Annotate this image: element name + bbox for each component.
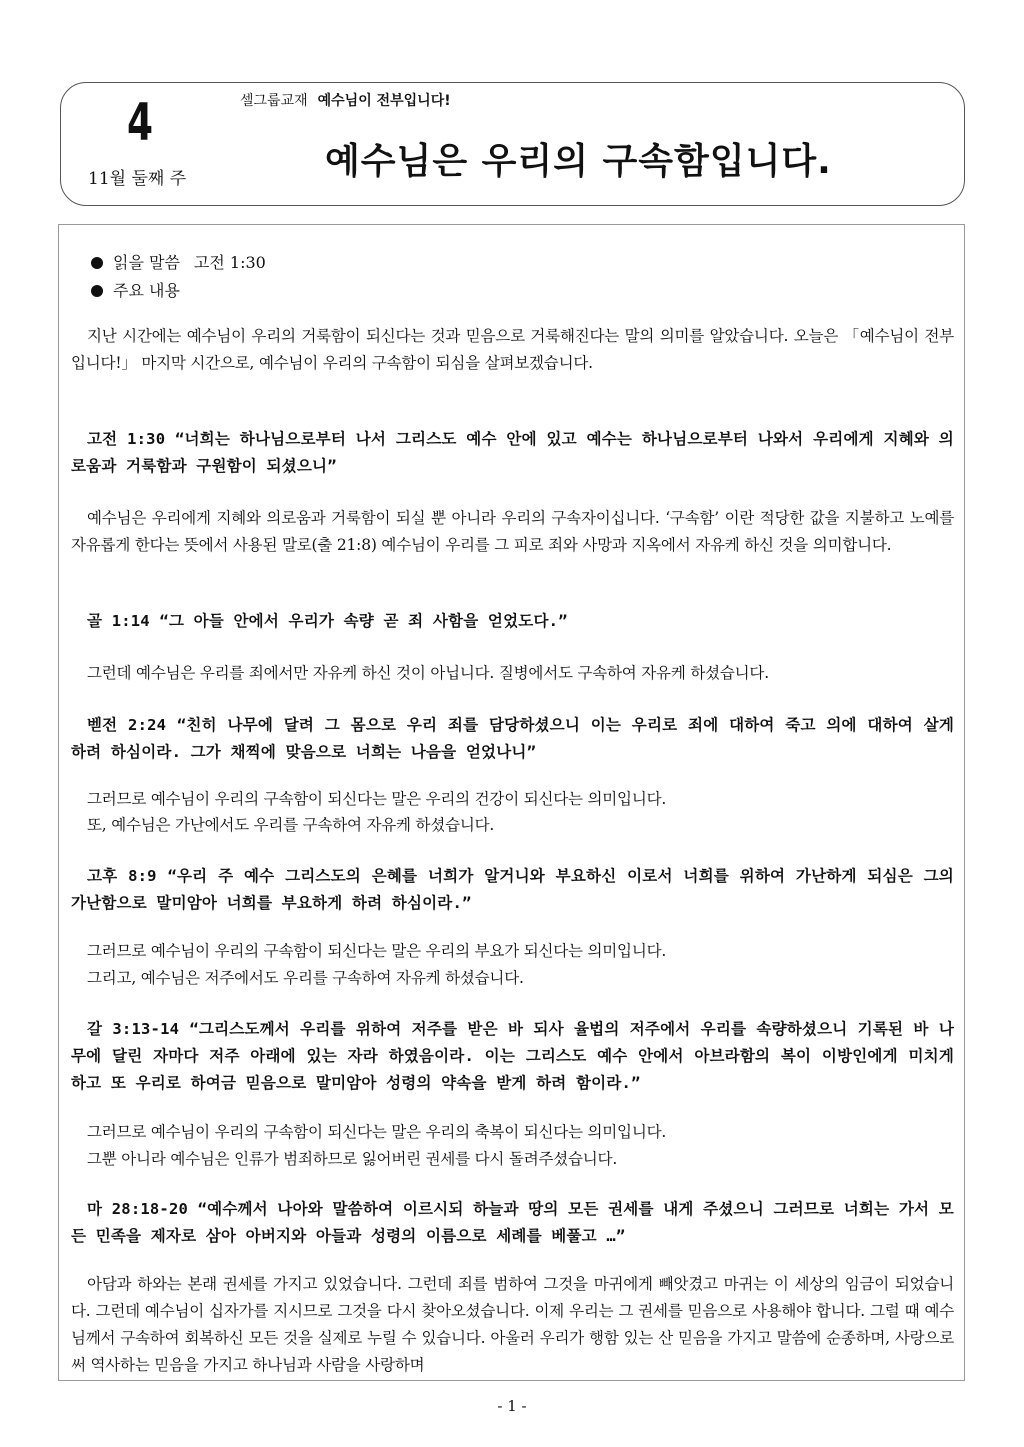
paragraph: 그러므로 예수님이 우리의 구속함이 되신다는 말은 우리의 축복이 되신다는 의미입니다. [87, 1123, 667, 1141]
bullet-icon [91, 285, 103, 297]
paragraph: 아담과 하와는 본래 권세를 가지고 있었습니다. 그런데 죄를 범하여 그것을 마귀에게 빼앗겼고 마귀는 이 세상의 임금이 되었습니다. 그런데 예수님이 십자가를 지시므로 그것을 다시 찾아오셨습니다. 이제 우리는 그 권세를 믿음으로 사용해야 합니다. 그럴 때 예수님께서 구속하여 회복하신 모든 것을 실제로 누릴 수 있습니다. 아울러 우리가 행함 있는 산 믿음을 가지고 말씀에 순종하며, 사랑으로써 역사하는 믿음을 가지고 하나님과 사람을 사랑하며 [71, 1275, 954, 1374]
paragraph: 그런데 예수님은 우리를 죄에서만 자유케 하신 것이 아닙니다. 질병에서도 구속하여 자유케 하셨습니다. [87, 664, 769, 682]
verse: 벧전 2:24 “친히 나무에 달려 그 몸으로 우리 죄를 담당하셨으니 이는 우리로 죄에 대하여 죽고 의에 대하여 살게 하려 하심이라. 그가 채찍에 맞음으로 너희는 나음을 얻었나니” [71, 716, 954, 761]
series-label: 셀그룹교재 [240, 93, 308, 109]
paragraph: 예수님은 우리에게 지혜와 의로움과 거룩함이 되실 뿐 아니라 우리의 구속자이십니다. ‘구속함’ 이란 적당한 값을 지불하고 노예를 자유롭게 한다는 뜻에서 사용된 말로(출 21:8) 예수님이 우리를 그 피로 죄와 사망과 지옥에서 자유케 하신 것을 의미합니다. [71, 509, 954, 554]
verse: 골 1:14 “그 아들 안에서 우리가 속량 곧 죄 사함을 얻었도다.” [87, 612, 568, 630]
content-label: 주요 내용 [113, 281, 180, 300]
reading-line [91, 252, 266, 274]
page-title: 예수님은 우리의 구속함입니다. [325, 141, 832, 182]
paragraph: 또, 예수님은 가난에서도 우리를 구속하여 자유케 하셨습니다. [87, 816, 495, 834]
reading-ref: 고전 1:30 [193, 253, 266, 272]
bullet-icon [91, 257, 103, 269]
paragraph: 지난 시간에는 예수님이 우리의 거룩함이 되신다는 것과 믿음으로 거룩해진다는 말의 의미를 알았습니다. 오늘은 「예수님이 전부입니다!」 마지막 시간으로, 예수님이 우리의 구속함이 되심을 살펴보겠습니다. [71, 327, 954, 372]
verse: 갈 3:13-14 “그리스도께서 우리를 위하여 저주를 받은 바 되사 율법의 저주에서 우리를 속량하셨으니 기록된 바 나무에 달린 자마다 저주 아래에 있는 자라 하였음이라. 이는 그리스도 예수 안에서 아브라함의 복이 이방인에게 미치게 하고 또 우리로 하여금 믿음으로 말미암아 성령의 약속을 받게 하려 함이라.” [71, 1020, 954, 1092]
verse: 고전 1:30 “너희는 하나님으로부터 나서 그리스도 예수 안에 있고 예수는 하나님으로부터 나와서 우리에게 지혜와 의로움과 거룩함과 구원함이 되셨으니” [71, 430, 954, 475]
paragraph: 그러므로 예수님이 우리의 구속함이 되신다는 말은 우리의 부요가 되신다는 의미입니다. [87, 942, 667, 960]
reading-label: 읽을 말씀 [113, 253, 180, 272]
paragraph: 그러므로 예수님이 우리의 구속함이 되신다는 말은 우리의 건강이 되신다는 의미입니다. [87, 790, 667, 808]
content-box [58, 224, 965, 1381]
series-title: 예수님이 전부입니다! [317, 93, 451, 109]
paragraph: 그뿐 아니라 예수님은 인류가 범죄하므로 잃어버린 권세를 다시 돌려주셨습니다. [87, 1150, 618, 1168]
lesson-number: 4 [126, 93, 154, 153]
week-label: 11월 둘째 주 [88, 169, 187, 189]
verse: 마 28:18-20 “예수께서 나아와 말씀하여 이르시되 하늘과 땅의 모든 권세를 내게 주셨으니 그러므로 너희는 가서 모든 민족을 제자로 삼아 아버지와 아들과 성령의 이름으로 세례를 베풀고 …” [71, 1200, 954, 1245]
paragraph: 그리고, 예수님은 저주에서도 우리를 구속하여 자유케 하셨습니다. [87, 969, 524, 987]
content-line [91, 280, 180, 302]
page-number: - 1 - [497, 1397, 527, 1415]
verse: 고후 8:9 “우리 주 예수 그리스도의 은혜를 너희가 알거니와 부요하신 이로서 너희를 위하여 가난하게 되심은 그의 가난함으로 말미암아 너희를 부요하게 하려 하심이라.” [71, 867, 954, 912]
series-line [240, 91, 451, 111]
